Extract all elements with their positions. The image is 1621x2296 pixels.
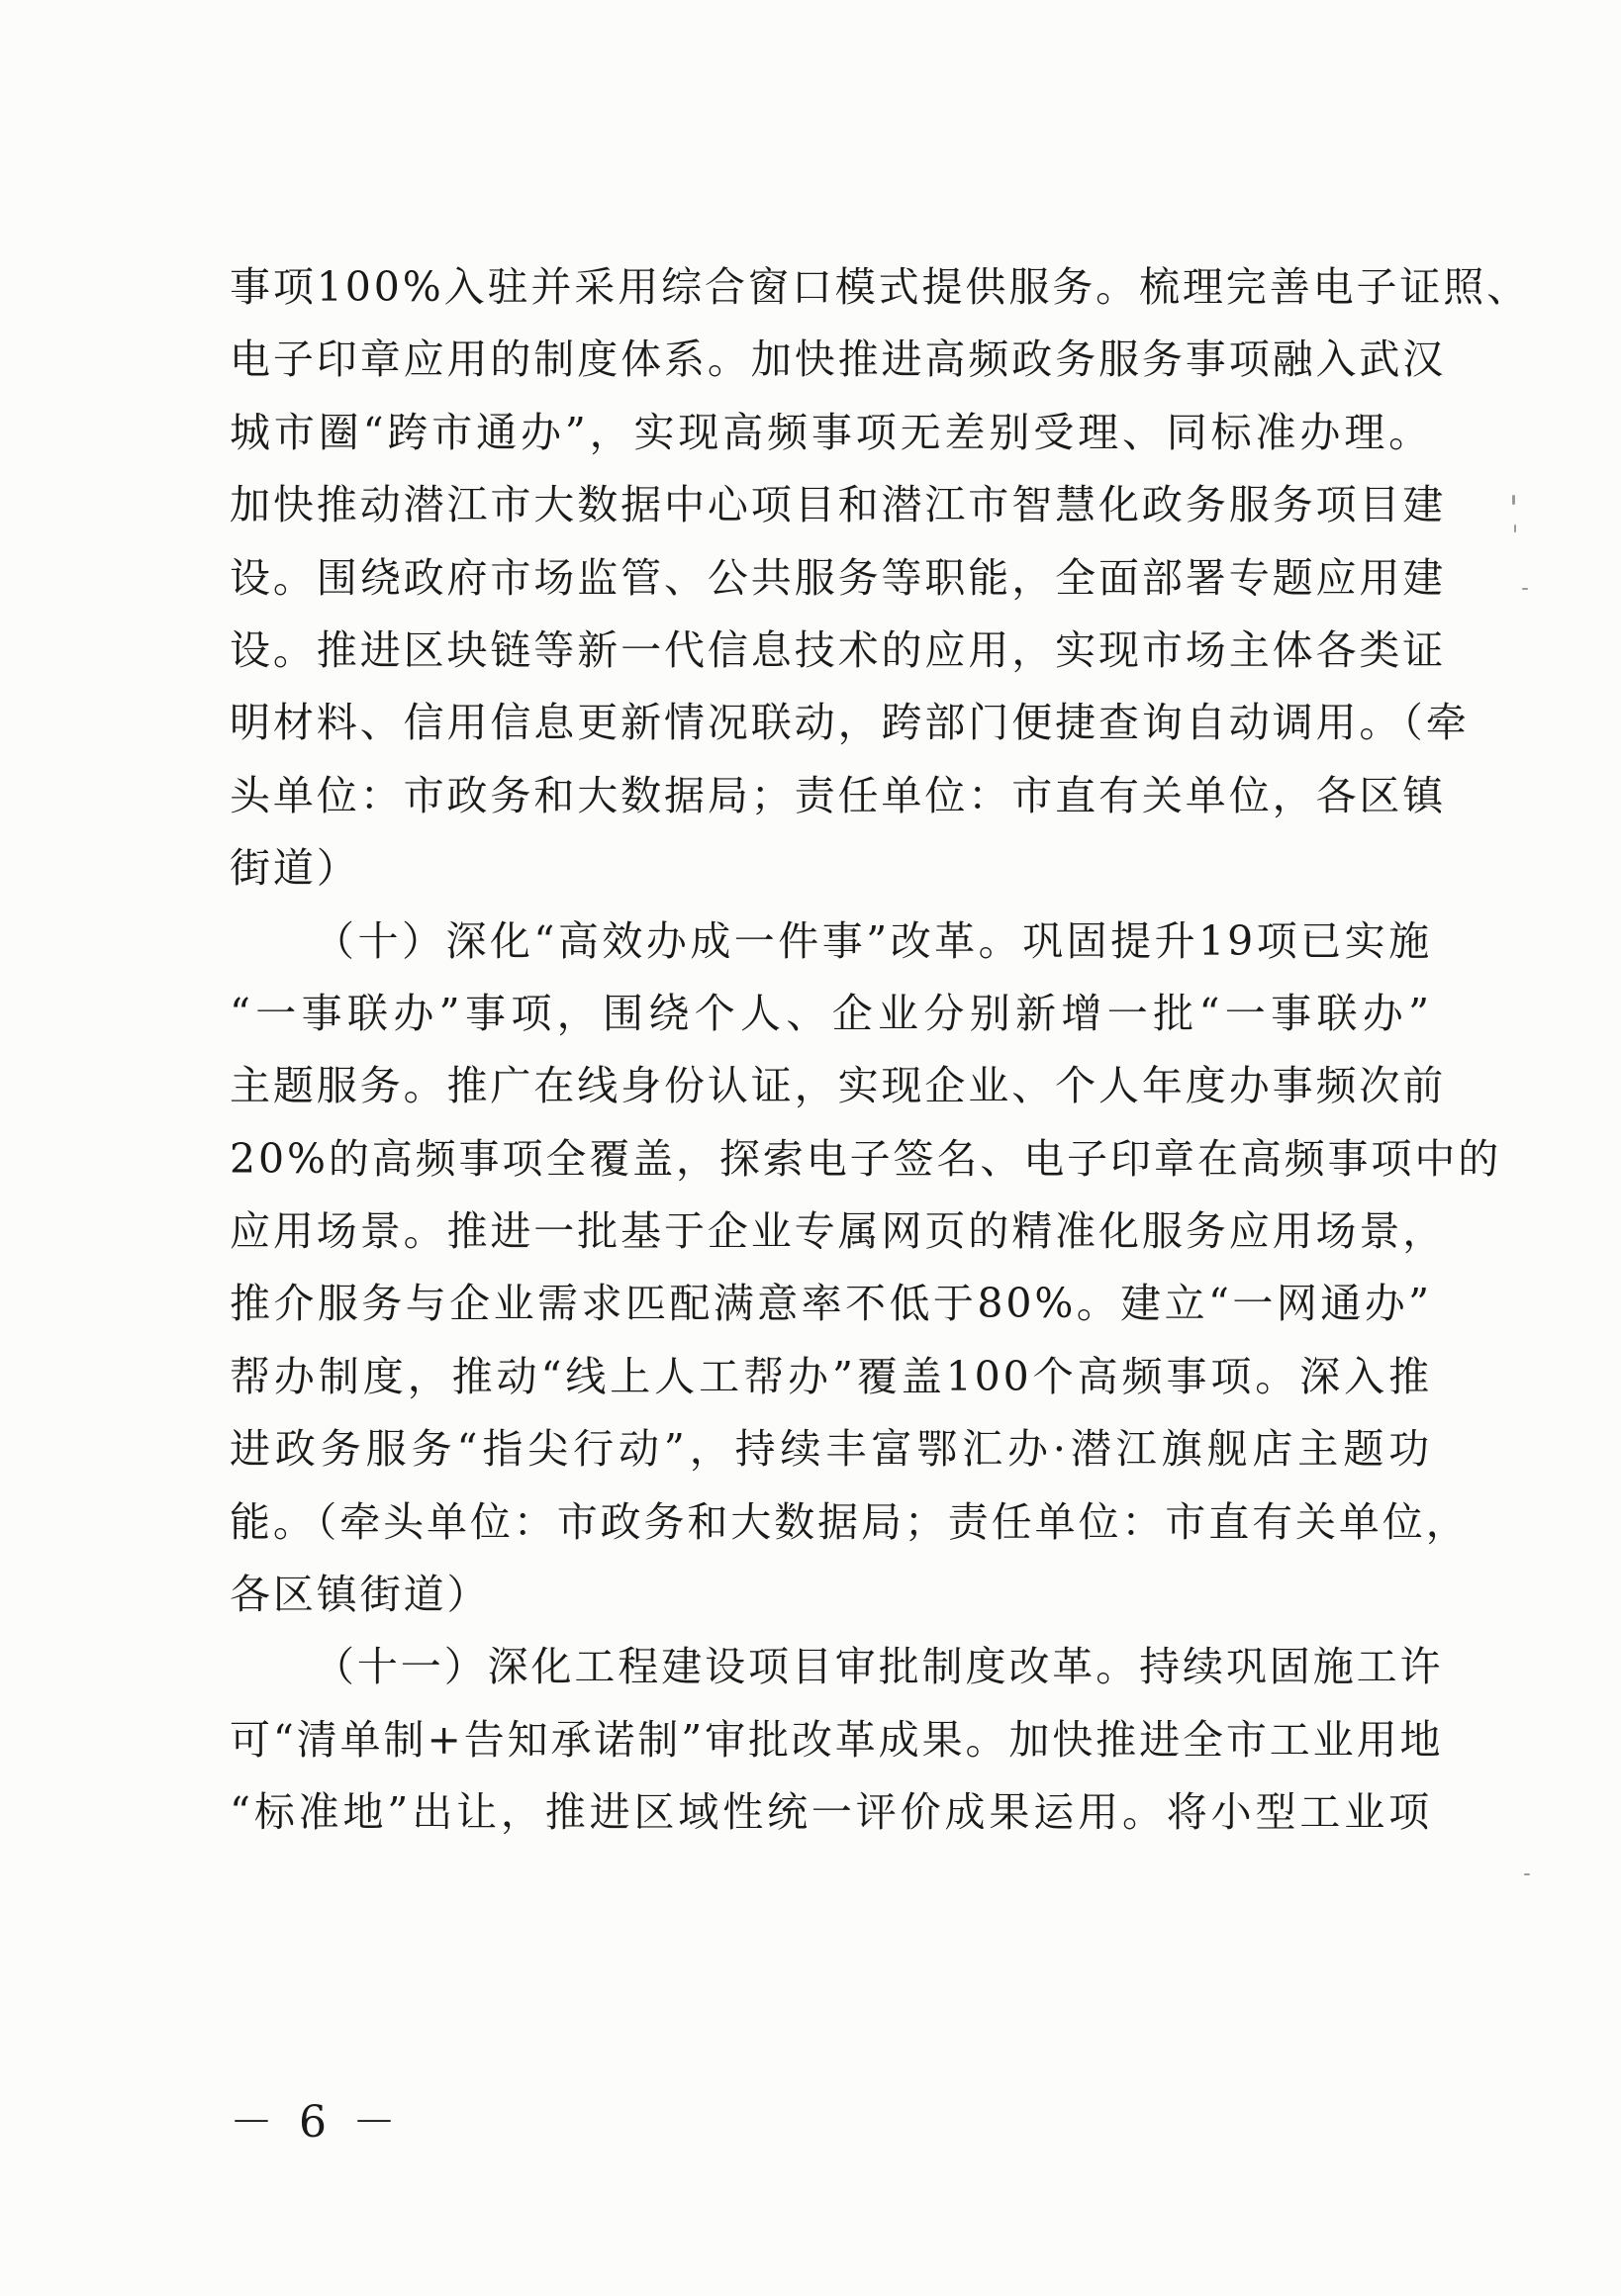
scan-speck [1524,1873,1530,1875]
text-line: 可“清单制+告知承诺制”审批改革成果。加快推进全市工业用地 [230,1715,1444,1764]
text-line: 明材料、信用信息更新情况联动，跨部门便捷查询自动调用。（牵 [230,699,1470,747]
text-line: 城市圈“跨市通办”，实现高频事项无差别受理、同标准办理。 [230,408,1432,456]
scan-speck [1514,525,1516,532]
scan-speck [1512,495,1515,505]
section-heading-line: （十）深化“高效办成一件事”改革。巩固提升19项已实施 [314,916,1432,965]
text-line: 头单位：市政务和大数据局；责任单位：市直有关单位，各区镇 [230,771,1447,819]
text-line: 帮办制度，推动“线上人工帮办”覆盖100个高频事项。深入推 [230,1352,1432,1400]
text-line: 进政务服务“指尖行动”，持续丰富鄂汇办·潜江旗舰店主题功 [230,1425,1432,1474]
text-line: 应用场景。推进一批基于企业专属网页的精准化服务应用场景， [230,1207,1447,1256]
text-line: 推介服务与企业需求匹配满意率不低于80%。建立“一网通办” [230,1280,1432,1328]
text-line: 20%的高频事项全覆盖，探索电子签名、电子印章在高频事项中的 [230,1134,1502,1183]
text-line: 街道） [230,844,360,893]
text-line: “标准地”出让，推进区域性统一评价成果运用。将小型工业项 [230,1788,1432,1837]
text-line: 主题服务。推广在线身份认证，实现企业、个人年度办事频次前 [230,1062,1447,1110]
scan-speck [1522,588,1528,590]
text-line: 设。围绕政府市场监管、公共服务等职能，全面部署专题应用建 [230,553,1447,602]
text-line: 设。推进区块链等新一代信息技术的应用，实现市场主体各类证 [230,625,1447,674]
text-line: 电子印章应用的制度体系。加快推进高频政务服务事项融入武汉 [230,335,1447,384]
text-line: 事项100%入驻并采用综合窗口模式提供服务。梳理完善电子证照、 [230,263,1531,311]
section-heading-line: （十一）深化工程建设项目审批制度改革。持续巩固施工许 [314,1643,1444,1691]
page-number: － 6 － [230,2097,402,2148]
text-line: 加快推动潜江市大数据中心项目和潜江市智慧化政务服务项目建 [230,481,1447,529]
text-line: “一事联办”事项，围绕个人、企业分别新增一批“一事联办” [230,989,1432,1037]
document-body [230,251,1531,1850]
text-line: 各区镇街道） [230,1571,491,1619]
text-line: 能。（牵头单位：市政务和大数据局；责任单位：市直有关单位， [230,1497,1470,1546]
